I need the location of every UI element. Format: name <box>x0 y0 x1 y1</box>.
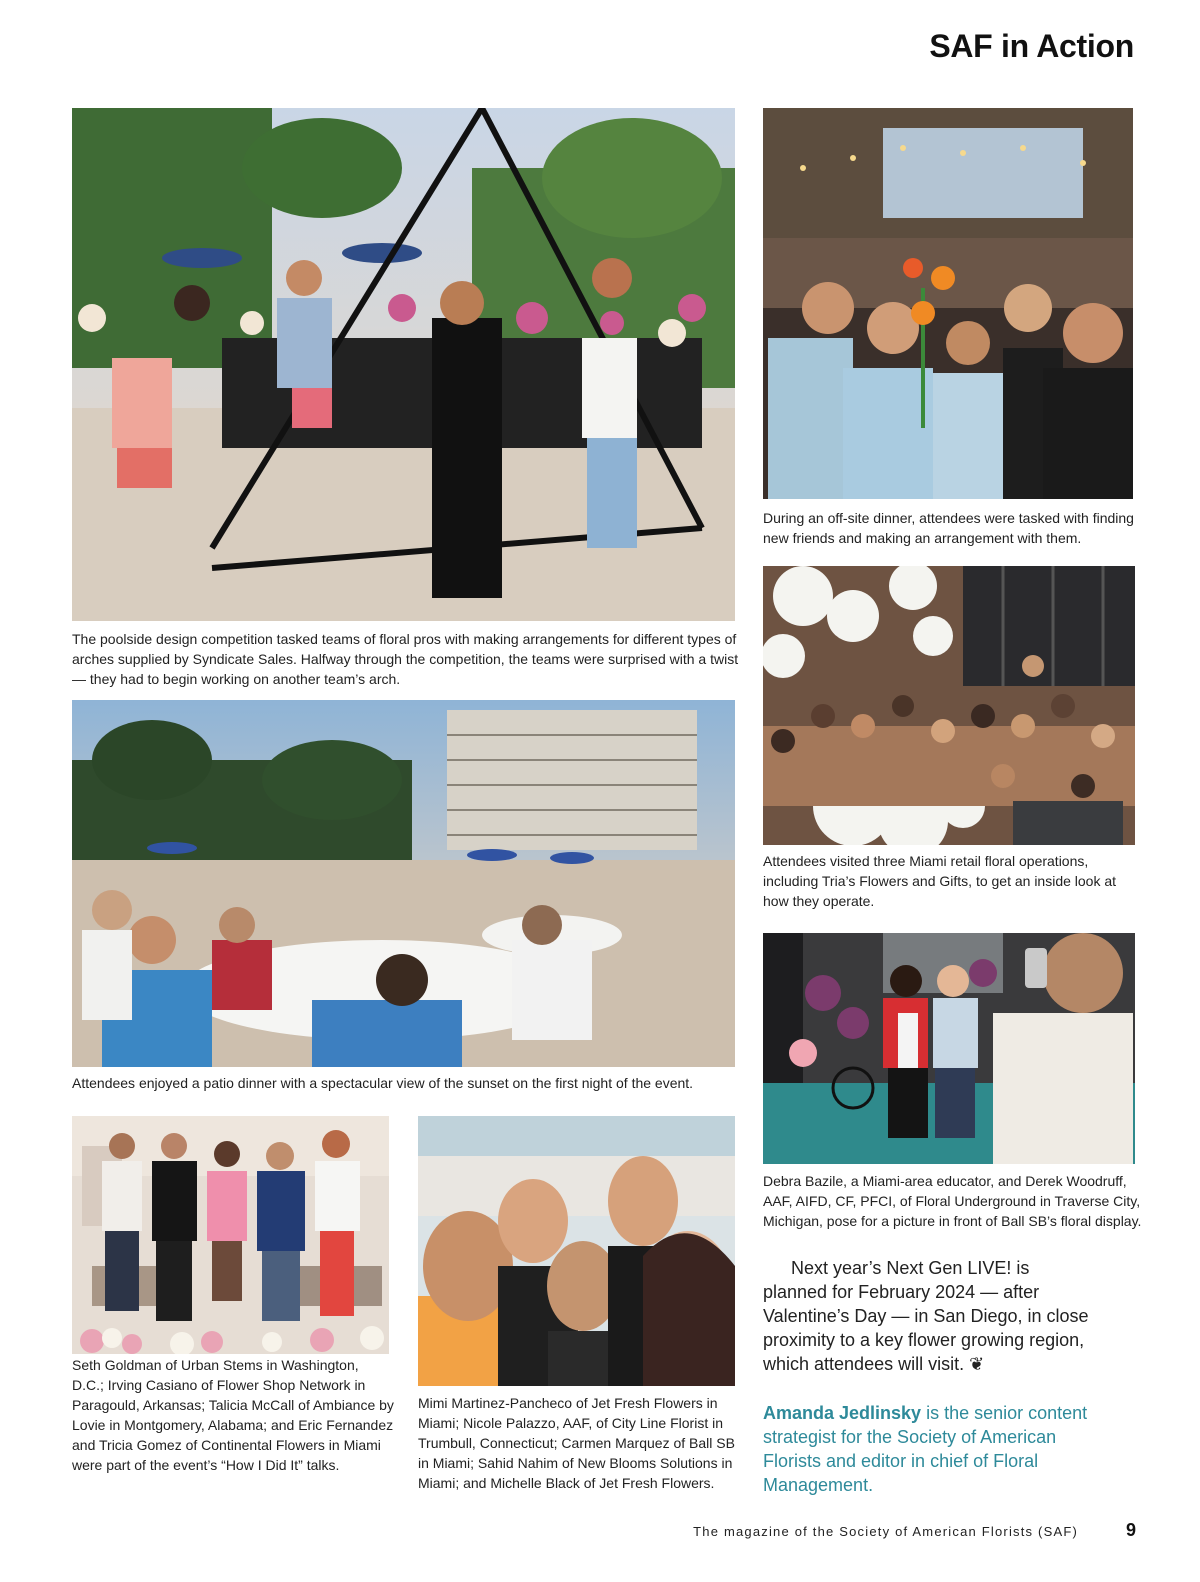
ball-caption: Debra Bazile, a Miami-area educator, and Derek Woodruff, AAF, AIFD, CF, PFCI, of Floral Underground in Traverse City, Michigan, pose for a picture in front of Ball SB’s floral display. <box>763 1173 1142 1229</box>
photo-poolside-competition-icon <box>72 108 735 621</box>
photo-speakers-stage-icon <box>72 1116 389 1354</box>
selfie-photo <box>418 1116 735 1386</box>
selfie-caption: Mimi Martinez-Pancheco of Jet Fresh Flowers in Miami; Nicole Palazzo, AAF, of City Line Florist in Trumbull, Connecticut; Carmen Marquez of Ball SB in Miami; Sahid Nahim of New Blooms Solutions in Miami; and Michelle Black of Jet Fresh Flowers. <box>418 1395 735 1491</box>
speakers-caption: Seth Goldman of Urban Stems in Washington, D.C.; Irving Casiano of Flower Shop Network in Paragould, Arkansas; Talicia McCall of Ambiance by Lovie in Montgomery, Alabama; and Eric Fernandez and Tricia Gomez of Continental Flowers in Miami were part of the event’s “How I Did It” talks. <box>72 1357 394 1473</box>
page-title: SAF in Action <box>929 28 1134 64</box>
footer-tagline: The magazine of the Society of American Florists (SAF) <box>693 1524 1078 1539</box>
author-bio <box>763 1401 1093 1497</box>
author-name: Amanda Jedlinsky <box>763 1403 922 1423</box>
closing-text: Next year’s Next Gen LIVE! is planned for February 2024 — after Valentine’s Day — in San Diego, in close proximity to a key flower growing region, which attendees will visit. <box>763 1258 1089 1374</box>
ball-photo <box>763 933 1135 1164</box>
closing-paragraph <box>763 1256 1093 1376</box>
photo-offsite-dinner-group-icon <box>763 108 1133 499</box>
offsite-photo <box>763 108 1133 499</box>
poolside-photo <box>72 108 735 621</box>
offsite-caption: During an off-site dinner, attendees were tasked with finding new friends and making an arrangement with them. <box>763 510 1134 546</box>
photo-retail-floral-visit-icon <box>763 566 1135 845</box>
patio-caption: Attendees enjoyed a patio dinner with a spectacular view of the sunset on the first night of the event. <box>72 1075 694 1091</box>
end-mark-icon: ❦ <box>969 1354 985 1374</box>
page-number: 9 <box>1125 1520 1136 1540</box>
retail-photo <box>763 566 1135 845</box>
photo-selfie-group-icon <box>418 1116 735 1386</box>
poolside-caption: The poolside design competition tasked teams of floral pros with making arrangements for different types of arches supplied by Syndicate Sales. Halfway through the competition, the teams were surprised with a twist — they had to begin working on another team’s arch. <box>72 631 739 687</box>
author-bio-text: is the senior content strategist for the Society of American Florists and editor in chief of Floral Management. <box>763 1403 1088 1495</box>
speakers-photo <box>72 1116 389 1354</box>
retail-caption: Attendees visited three Miami retail floral operations, including Tria’s Flowers and Gifts, to get an inside look at how they operate. <box>763 853 1117 909</box>
photo-ball-display-icon <box>763 933 1135 1164</box>
patio-photo <box>72 700 735 1067</box>
photo-patio-dinner-icon <box>72 700 735 1067</box>
